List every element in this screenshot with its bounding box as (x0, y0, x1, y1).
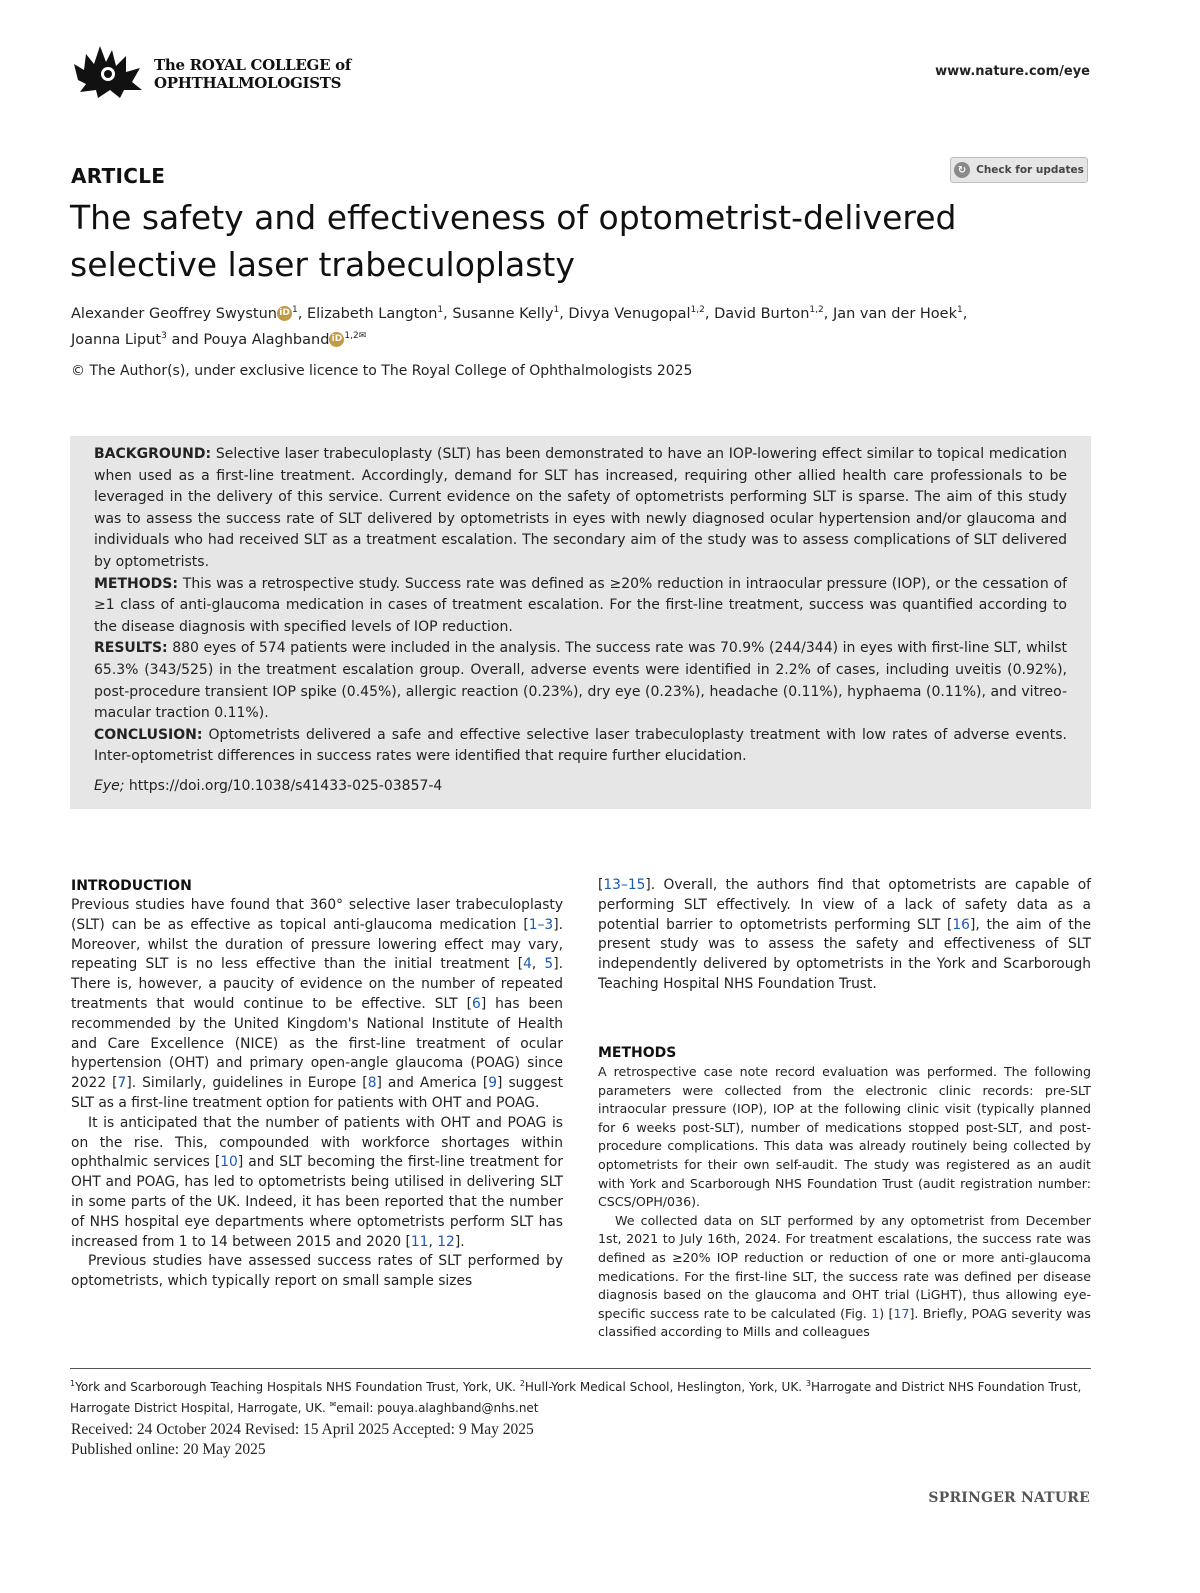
intro-paragraph-1: Previous studies have found that 360° selective laser trabeculoplasty (SLT) can be as effective as topical anti-glaucoma medication [1–3]. Moreover, whilst the duration of pressure lowering effect may vary, repeating SLT is no less effective than the initial treatment [4, 5]. There is, however, a paucity of evidence on the number of repeated treatments that would continue to be effective. SLT [6] has been recommended by the United Kingdom's National Institute of Health and Care Excellence (NICE) as the first-line treatment of ocular hypertension (OHT) and primary open-angle glaucoma (POAG) since 2022 [7]. Similarly, guidelines in Europe [8] and America [9] suggest SLT as a first-line treatment option for patients with OHT and POAG. (71, 897, 563, 1111)
author-affiliation: 3 (161, 330, 167, 341)
envelope-icon[interactable]: ✉ (358, 330, 367, 341)
author-name[interactable]: Divya Venugopal (568, 305, 691, 322)
author-name[interactable]: Alexander Geoffrey Swystun (71, 305, 278, 322)
orcid-icon[interactable]: iD (277, 306, 292, 321)
publication-dates (71, 1420, 534, 1460)
methods-paragraph-1: A retrospective case note record evaluation was performed. The following parameters were collected from the electronic clinic records: pre-SLT intraocular pressure (IOP), IOP at the following clinic visit (typically planned for 6 weeks post-SLT), number of medications stopped post-SLT, and post-procedure complications. This data was already routinely being collected by optometrists for their own self-audit. The study was registered as an audit with York and Scarborough NHS Foundation Trust (audit registration number: CSCS/OPH/036). (598, 1064, 1091, 1210)
citation-link[interactable]: 9 (488, 1075, 498, 1092)
citation-link[interactable]: 6 (472, 995, 481, 1012)
intro-paragraph-3-continued: [13–15]. Overall, the authors find that optometrists are capable of performing SLT effectively. In view of a lack of safety data as a potential barrier to optometrists performing SLT [16], the aim of the present study was to assess the safety and effectiveness of SLT independently delivered by optometrists in the York and Scarborough Teaching Hospital NHS Foundation Trust. (598, 877, 1091, 992)
intro-paragraph-2: It is anticipated that the number of patients with OHT and POAG is on the rise. This, compounded with workforce shortages within ophthalmic services [10] and SLT becoming the first-line treatment for OHT and POAG, has led to optometrists being utilised in delivering SLT in some parts of the UK. Indeed, it has been reported that the number of NHS hospital eye departments where optometrists perform SLT has increased from 1 to 14 between 2015 and 2020 [11, 12]. (71, 1114, 563, 1250)
left-column (71, 876, 563, 1292)
methods-paragraph-2: We collected data on SLT performed by any optometrist from December 1st, 2021 to July 16th, 2024. For treatment escalations, the success rate was defined as ≥20% IOP reduction or reduction of one or more anti-glaucoma medications. For the first-line SLT, the success rate was defined per disease diagnosis based on the glaucoma and OHT trial (LiGHT), thus allowing eye-specific success rate to be calculated (Fig. 1) [17]. Briefly, POAG severity was classified according to Mills and colleagues (598, 1212, 1091, 1340)
journal-url[interactable]: www.nature.com/eye (935, 64, 1090, 79)
citation-link[interactable]: 10 (220, 1154, 238, 1171)
author-list: Alexander Geoffrey Swystun iD $^1$, Elizabeth Langton$^1$, Susanne Kelly$^1$, Divya Venugopal$^{1,2}$, David Burton$^{1,2}$, Jan van der Hoek$^1$, Joanna Liput$^3$ and Pouya Alaghband iD $^{1,2✉}$ (71, 305, 968, 348)
background-text: Selective laser trabeculoplasty (SLT) has been demonstrated to have an IOP-lowering effect similar to topical medication when used as a first-line treatment. Accordingly, demand for SLT has increased, requiring other allied health care professionals to be leveraged in the delivery of this service. Current evidence on the safety of optometrists performing SLT is sparse. The aim of this study was to assess the success rate of SLT delivered by optometrists in eyes with newly diagnosed ocular hypertension and/or glaucoma and individuals who had received SLT as a treatment escalation. The secondary aim of the study was to assess complications of SLT delivered by optometrists. (94, 446, 1067, 570)
received-revised-accepted: Received: 24 October 2024 Revised: 15 April 2025 Accepted: 9 May 2025 (71, 1421, 534, 1438)
abstract-box (70, 436, 1091, 809)
refresh-icon: ↻ (954, 162, 970, 178)
background-label: BACKGROUND: (94, 446, 212, 462)
citation-link[interactable]: 1–3 (528, 916, 554, 933)
abstract-results (94, 638, 1067, 724)
citation-link[interactable]: 8 (367, 1075, 377, 1092)
affiliations: $^1$York and Scarborough Teaching Hospitals NHS Foundation Trust, York, UK. $^2$Hull-York Medical School, Heslington, York, UK. $^3$Harrogate and District NHS Foundation Trust, Harrogate District Hospital, Harrogate, UK. ✉email: pouya.alaghband@nhs.net (70, 1379, 1082, 1415)
methods-text: This was a retrospective study. Success rate was defined as ≥20% reduction in intraocular pressure (IOP), or the cessation of ≥1 class of anti-glaucoma medication in cases of treatment escalation. For the first-line treatment, success was quantified according to the disease diagnosis with specified levels of IOP reduction. (94, 575, 1067, 635)
author-affiliation: 1 (437, 305, 444, 315)
footnote-divider (70, 1368, 1091, 1369)
journal-name: Eye; (94, 777, 125, 794)
citation-link[interactable]: 16 (952, 916, 970, 933)
orcid-icon[interactable]: iD (329, 332, 344, 347)
author-name[interactable]: Jan van der Hoek (832, 305, 957, 322)
methods-label: METHODS: (94, 575, 178, 592)
results-label: RESULTS: (94, 640, 168, 657)
author-affiliation: 1,2 (344, 330, 359, 341)
citation-link[interactable]: 13–15 (603, 877, 646, 893)
published-online: Published online: 20 May 2025 (71, 1441, 266, 1458)
citation-link[interactable]: 11 (410, 1233, 429, 1250)
intro-paragraph-3: Previous studies have assessed success rates of SLT performed by optometrists, which typically report on small sample sizes (71, 1253, 563, 1290)
check-for-updates-label: Check for updates (976, 164, 1084, 176)
publisher-name-line1: The ROYAL COLLEGE of (154, 56, 351, 74)
doi-line (94, 776, 1067, 798)
author-affiliation: 1 (553, 305, 560, 315)
doi-link[interactable]: https://doi.org/10.1038/s41433-025-03857-4 (128, 777, 443, 794)
conclusion-text: Optometrists delivered a safe and effective selective laser trabeculoplasty treatment with low rates of adverse events. Inter-optometrist differences in success rates were identified that require further elucidation. (94, 726, 1068, 765)
article-title: The safety and effectiveness of optometrist-delivered selective laser trabeculoplasty (70, 198, 957, 284)
results-text: 880 eyes of 574 patients were included in the analysis. The success rate was 70.9% (244/344) in eyes with first-line SLT, whilst 65.3% (343/525) in the treatment escalation group. Overall, adverse events were identified in 2.2% of cases, including uveitis (0.92%), post-procedure transient IOP spike (0.45%), allergic reaction (0.23%), dry eye (0.23%), headache (0.11%), hyphaema (0.11%), and vitreo-macular traction 0.11%). (94, 640, 1067, 722)
citation-link[interactable]: 12 (437, 1233, 455, 1250)
right-column-intro (598, 876, 1091, 995)
methods-heading: METHODS (598, 1045, 677, 1061)
affiliation-1: York and Scarborough Teaching Hospitals NHS Foundation Trust, York, UK. (75, 1380, 516, 1394)
affiliation-2: Hull-York Medical School, Heslington, York, UK. (524, 1380, 803, 1394)
citation-link[interactable]: 7 (117, 1075, 127, 1092)
citation-link[interactable]: 17 (893, 1305, 910, 1321)
copyright-line: © The Author(s), under exclusive licence to The Royal College of Ophthalmologists 2025 (71, 363, 693, 379)
author-name[interactable]: Susanne Kelly (452, 305, 554, 322)
article-type-label: ARTICLE (71, 164, 166, 188)
springer-nature-logo: SPRINGER NATURE (928, 1490, 1090, 1506)
author-affiliation: 1 (292, 305, 298, 315)
conclusion-label: CONCLUSION: (94, 726, 203, 743)
publisher-name-line2: OPHTHALMOLOGISTS (154, 74, 342, 92)
envelope-icon: ✉ (329, 1400, 337, 1409)
abstract-background (94, 444, 1067, 574)
author-name[interactable]: David Burton (714, 305, 810, 322)
abstract-conclusion (94, 725, 1067, 768)
citation-link[interactable]: 4 (523, 956, 532, 973)
author-affiliation: 1 (956, 305, 963, 315)
publisher-logo (70, 40, 360, 102)
corresponding-email[interactable]: email: pouya.alaghband@nhs.net (336, 1401, 539, 1415)
right-column-methods (598, 1043, 1091, 1342)
figure-link[interactable]: 1 (871, 1305, 880, 1321)
author-affiliation: 1,2 (690, 305, 705, 315)
crest-icon (70, 40, 150, 100)
author-name[interactable]: Joanna Liput (71, 331, 162, 348)
abstract-methods (94, 574, 1067, 639)
author-name[interactable]: Pouya Alaghband (203, 331, 330, 348)
introduction-heading: INTRODUCTION (71, 878, 192, 894)
author-affiliation: 1,2 (809, 305, 824, 315)
affiliation-3: Harrogate and District NHS Foundation Trust, Harrogate District Hospital, Harrogate, UK. (70, 1380, 1082, 1415)
check-for-updates-button[interactable] (950, 157, 1088, 183)
citation-link[interactable]: 5 (544, 956, 554, 973)
author-name[interactable]: Elizabeth Langton (306, 305, 438, 322)
